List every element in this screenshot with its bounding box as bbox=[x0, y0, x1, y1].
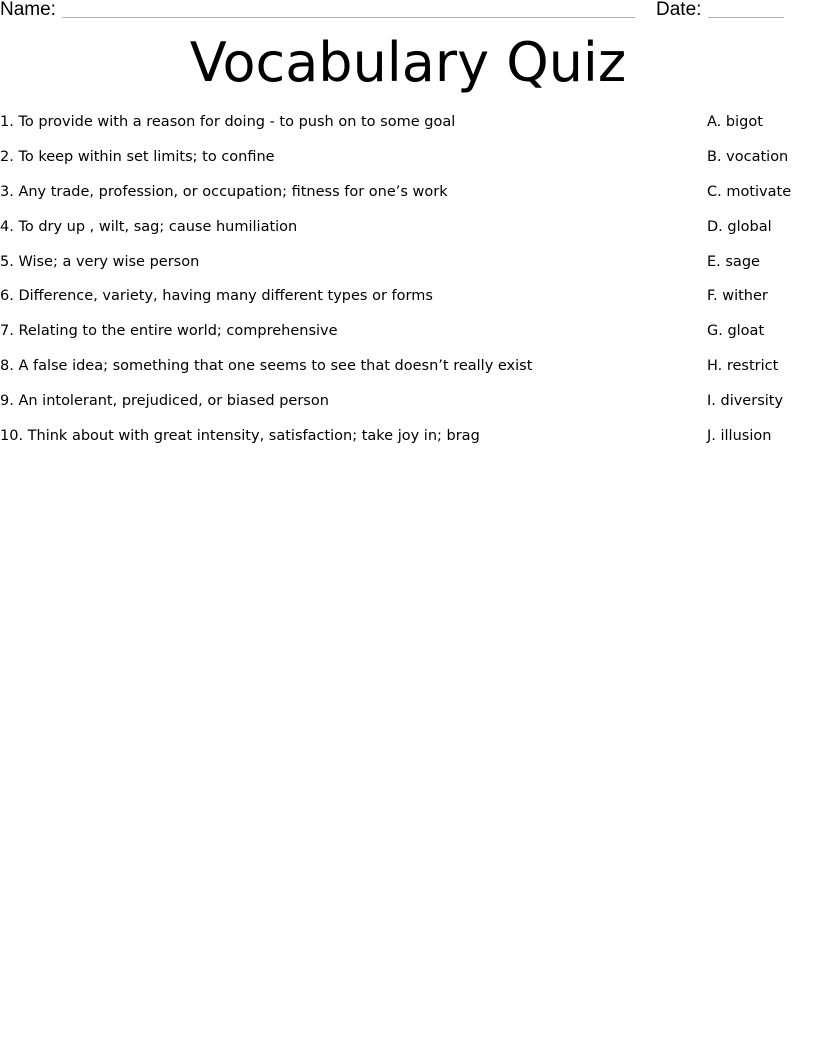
clue-text: 6. Difference, variety, having many different types or forms bbox=[0, 288, 433, 305]
clue-text: 2. To keep within set limits; to confine bbox=[0, 148, 275, 165]
answer-choice: A. bigot bbox=[707, 114, 763, 130]
clue-text: 3. Any trade, profession, or occupation; fitness for one’s work bbox=[0, 183, 448, 200]
quiz-row bbox=[0, 216, 816, 251]
quiz-row bbox=[0, 111, 816, 146]
header-row bbox=[0, 0, 816, 22]
quiz-row bbox=[0, 285, 816, 320]
answer-choice: D. global bbox=[707, 218, 772, 235]
answer-choice: F. wither bbox=[707, 288, 768, 305]
quiz-row bbox=[0, 355, 816, 390]
clue-text: 4. To dry up , wilt, sag; cause humiliation bbox=[0, 218, 298, 235]
clue-text: 5. Wise; a very wise person bbox=[0, 253, 200, 270]
quiz-row bbox=[0, 320, 816, 355]
answer-choice: G. gloat bbox=[707, 323, 765, 340]
date-label: Date: bbox=[656, 0, 702, 20]
clue-text: 10. Think about with great intensity, satisfaction; take joy in; brag bbox=[0, 428, 480, 445]
answer-choice: J. illusion bbox=[707, 428, 772, 445]
clue-text: 1. To provide with a reason for doing - to push on to some goal bbox=[0, 114, 456, 130]
answer-choice: I. diversity bbox=[707, 393, 784, 410]
quiz-row bbox=[0, 390, 816, 425]
clue-text: 7. Relating to the entire world; comprehensive bbox=[0, 323, 338, 340]
quiz-list bbox=[0, 111, 816, 460]
quiz-row bbox=[0, 181, 816, 216]
quiz-row bbox=[0, 251, 816, 286]
page-title: Vocabulary Quiz bbox=[189, 31, 627, 94]
quiz-row bbox=[0, 425, 816, 460]
clue-text: 8. A false idea; something that one seems to see that doesn’t really exist bbox=[0, 358, 533, 375]
name-blank-line[interactable] bbox=[62, 17, 635, 18]
date-blank-line[interactable] bbox=[708, 17, 784, 18]
answer-choice: C. motivate bbox=[707, 183, 792, 200]
clue-text: 9. An intolerant, prejudiced, or biased person bbox=[0, 393, 329, 410]
quiz-row bbox=[0, 146, 816, 181]
answer-choice: H. restrict bbox=[707, 358, 779, 375]
name-label: Name: bbox=[0, 0, 56, 20]
answer-choice: E. sage bbox=[707, 253, 760, 270]
answer-choice: B. vocation bbox=[707, 148, 789, 165]
